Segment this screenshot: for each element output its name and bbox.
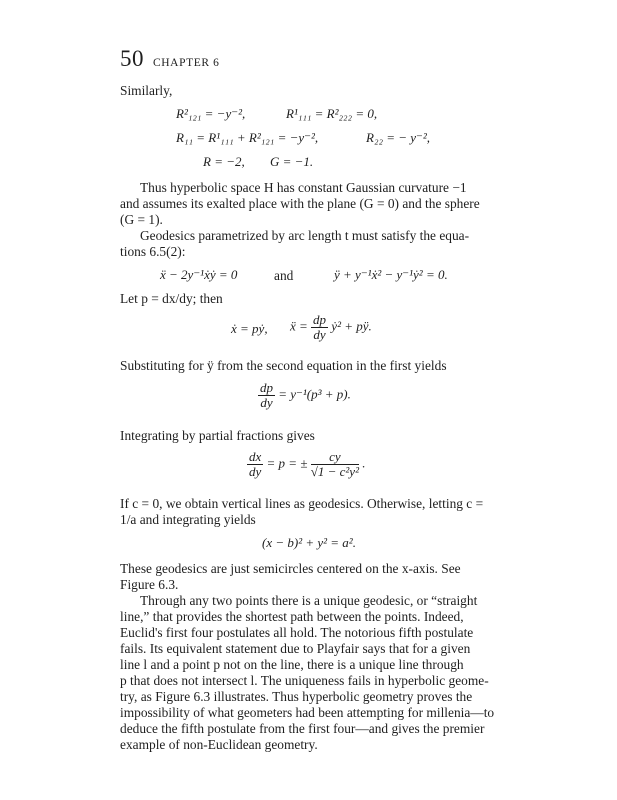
equation-r22: R₂₂ = − y⁻², (366, 130, 431, 145)
geodesic-equation-x: ẍ − 2y⁻¹ẋẏ = 0 (160, 267, 238, 282)
fraction-numerator: dp (313, 312, 327, 327)
equation-g: G = −1. (270, 154, 314, 169)
fraction-denominator: dy (260, 395, 273, 410)
paragraph-line: Geodesics parametrized by arc length t must satisfy the equa- (140, 228, 470, 243)
paragraph-line: (G = 1). (120, 212, 163, 227)
fraction-denominator: dy (249, 464, 262, 479)
paragraph-line: Euclid's first four postulates all hold. The notorious fifth postulate (120, 625, 474, 640)
paragraph-line: Integrating by partial fractions gives (120, 428, 315, 443)
equation-xddot (290, 313, 372, 342)
paragraph-line: deduce the fifth postulate from the first four—and gives the premier (120, 721, 485, 736)
paragraph-line: These geodesics are just semicircles centered on the x-axis. See (120, 561, 461, 576)
paragraph-line: line l and a point p not on the line, there is a unique line through (120, 657, 464, 672)
intro-text: Similarly, (120, 83, 173, 98)
paragraph-line: tions 6.5(2): (120, 244, 186, 259)
paragraph-line: 1/a and integrating yields (120, 512, 256, 527)
equation-dpdy (258, 381, 351, 410)
paragraph-line: p that does not intersect l. The uniqueness fails in hyperbolic geome- (120, 673, 489, 688)
geodesic-equation-y: ÿ + y⁻¹ẋ² − y⁻¹ẏ² = 0. (334, 267, 448, 282)
paragraph-line: Thus hyperbolic space H has constant Gaussian curvature −1 (140, 180, 467, 195)
fraction-denominator: dy (313, 327, 326, 342)
equation-xdot: ẋ = pẏ, (231, 321, 268, 336)
fraction-cy-sqrt (311, 450, 359, 479)
fraction-numerator: cy (311, 450, 359, 465)
page-header (120, 46, 219, 72)
paragraph-line: Substituting for ÿ from the second equation in the first yields (120, 358, 447, 373)
equation-r11: R₁₁ = R¹₁₁₁ + R²₁₂₁ = −y⁻², (176, 130, 319, 145)
paragraph-line: example of non-Euclidean geometry. (120, 737, 318, 752)
paragraph-line: Figure 6.3. (120, 577, 179, 592)
equation-dxdy (247, 450, 365, 479)
paragraph-line: and assumes its exalted place with the plane (G = 0) and the sphere (120, 196, 480, 211)
paragraph-line: Let p = dx/dy; then (120, 291, 223, 306)
paragraph-line: fails. Its equivalent statement due to Playfair says that for a given (120, 641, 471, 656)
fraction-numerator: dp (260, 380, 273, 395)
paragraph-line: line,” that provides the shortest path between the points. Indeed, (120, 609, 464, 624)
fraction-dp-dy (311, 313, 328, 342)
chapter-title: CHAPTER 6 (153, 57, 220, 69)
equation-dpdy-rhs: = y⁻¹(p³ + p). (278, 386, 351, 402)
equation-p-plus-minus: = p = ± (266, 455, 308, 471)
paragraph-line: If c = 0, we obtain vertical lines as geodesics. Otherwise, letting c = (120, 496, 484, 511)
paragraph-line: try, as Figure 6.3 illustrates. Thus hyperbolic geometry proves the (120, 689, 473, 704)
paragraph-line: impossibility of what geometers had been attempting for millenia—to (120, 705, 495, 720)
equation-conjunction: and (274, 268, 294, 283)
equation-r: R = −2, (203, 154, 245, 169)
equation-period: . (362, 455, 366, 471)
paragraph-line: Through any two points there is a unique geodesic, or “straight (140, 593, 478, 608)
equation-r2-121: R²₁₂₁ = −y⁻², (176, 106, 246, 121)
page-number: 50 (120, 46, 144, 71)
fraction-numerator: dx (249, 449, 262, 464)
equation-xddot-rhs: ẏ² + pÿ. (331, 318, 372, 334)
equation-r1-111: R¹₁₁₁ = R²₂₂₂ = 0, (286, 106, 378, 121)
fraction-dp-dy (258, 381, 275, 410)
fraction-denominator: √1 − c²y² (310, 464, 359, 479)
equation-xddot-lhs: ẍ = (290, 318, 308, 334)
fraction-dx-dy (247, 450, 263, 479)
equation-circle: (x − b)² + y² = a². (262, 535, 356, 550)
